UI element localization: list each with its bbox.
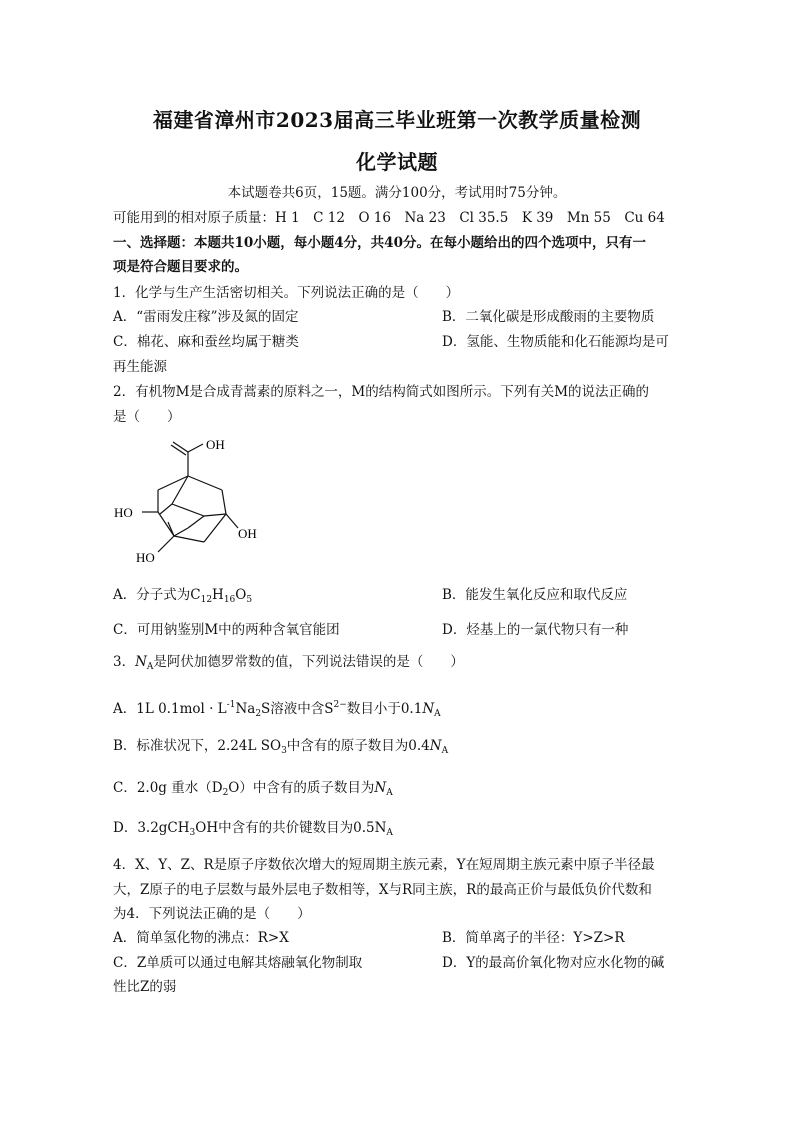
q3-a-part2: Na (235, 701, 256, 717)
q2-stem-line1: 2．有机物M是合成青蒿素的原料之一，M的结构简式如图所示。下列有关M的说法正确的 (113, 384, 650, 400)
q4-option-c: C．Z单质可以通过电解其熔融氧化物制取 (113, 955, 363, 971)
q3-b-part1: B．标准状况下，2.24L SO (113, 738, 282, 754)
mol-label-oh-right: OH (238, 526, 257, 541)
q3-a-sup2: 2− (333, 700, 347, 710)
q3-a-sub2: 2 (255, 709, 262, 719)
q2-a-sub-h: 16 (223, 595, 236, 605)
exam-info: 本试题卷共6页，15题。满分100分，考试用时75分钟。 (227, 185, 567, 201)
q3-stem-text: 是阿伏加德罗常数的值，下列说法错误的是（ ） (153, 654, 464, 670)
q1-stem: 1．化学与生产生活密切相关。下列说法正确的是（ ） (113, 285, 460, 301)
q3-c-part1: C．2.0g 重水（D (113, 780, 223, 796)
q1-option-b: B．二氧化碳是形成酸雨的主要物质 (442, 309, 655, 325)
q1-option-d: D．氢能、生物质能和化石能源均是可 (442, 334, 669, 350)
q3-na: N (135, 654, 147, 670)
exam-subtitle: 化学试题 (356, 150, 438, 174)
q3-c-part2: O）中含有的质子数目为 (228, 780, 375, 796)
q3-a-nsub: A (434, 709, 441, 719)
q3-a-n: N (422, 701, 435, 717)
q4-stem-line3: 为4．下列说法正确的是（ ） (113, 906, 311, 922)
q4-option-b: B．简单离子的半径：Y>Z>R (442, 930, 625, 946)
q3-option-c (113, 779, 683, 802)
q1-option-c: C．棉花、麻和蚕丝均属于糖类 (113, 334, 299, 350)
q3-d-part2: OH中含有的共价键数目为0.5N (195, 820, 387, 836)
q2-a-sub-o: 5 (246, 595, 253, 605)
q3-option-a (113, 696, 683, 723)
q3-c-sub: 2 (222, 788, 229, 798)
mol-label-ho-left: HO (114, 505, 133, 520)
q2-stem-line2: 是（ ） (113, 409, 181, 425)
q3-d-sub: 3 (189, 828, 196, 838)
q2-a-o: O (235, 587, 247, 603)
q3-option-b (113, 737, 683, 760)
q2-option-c: C．可用钠鉴别M中的两种含氧官能团 (113, 622, 340, 638)
q2-a-text: A．分子式为C (113, 587, 201, 603)
q3-a-part3: S溶液中含S (261, 701, 334, 717)
q3-c-n: N (374, 780, 387, 796)
q1-option-d-cont: 再生能源 (113, 359, 167, 375)
q2-option-b: B．能发生氧化反应和取代反应 (442, 587, 628, 603)
exam-title: 福建省漳州市2023届高三毕业班第一次教学质量检测 (152, 108, 642, 132)
q3-num: 3． (113, 654, 136, 670)
atomic-masses: 可能用到的相对原子质量：H 1 C 12 O 16 Na 23 Cl 35.5 K 39 Mn 55 Cu 64 (113, 210, 665, 226)
section-heading-line1: 一、选择题：本题共10小题，每小题4分，共40分。在每小题给出的四个选项中，只有一 (113, 235, 646, 251)
q2-a-h: H (212, 587, 224, 603)
q3-b-part2: 中含有的原子数目为0.4 (286, 738, 430, 754)
q3-na-sub: A (146, 662, 154, 672)
q3-d-nsub: A (386, 828, 393, 838)
q3-b-nsub: A (441, 746, 449, 756)
q4-option-d: D．Y的最高价氧化物对应水化物的碱 (442, 955, 665, 971)
mol-label-cooh-oh: OH (206, 437, 225, 452)
q4-option-d-cont: 性比Z的弱 (113, 979, 177, 995)
q3-b-sub: 3 (281, 746, 287, 756)
q4-stem-line1: 4．X、Y、Z、R是原子序数依次增大的短周期主族元素，Y在短周期主族元素中原子半径最 (113, 857, 655, 873)
mol-label-ho-bottom: HO (136, 550, 155, 565)
q3-option-d (113, 819, 683, 842)
q4-option-a: A．简单氢化物的沸点：R>X (113, 930, 289, 946)
q3-stem (113, 653, 683, 676)
q2-option-d: D．烃基上的一氯代物只有一种 (442, 622, 629, 638)
molecule-structure (108, 432, 278, 572)
q2-a-sub-c: 12 (200, 595, 213, 605)
q3-b-n: N (429, 738, 442, 754)
q3-a-part4: 数目小于0.1 (346, 701, 423, 717)
q3-c-nsub: A (386, 788, 393, 798)
q1-option-a: A．“雷雨发庄稼”涉及氮的固定 (113, 309, 299, 325)
q3-a-part1: A．1L 0.1mol · L (113, 701, 227, 717)
q3-a-sup1: -1 (226, 700, 236, 710)
q3-d-part1: D．3.2gCH (113, 820, 190, 836)
section-heading-line2: 项是符合题目要求的。 (113, 259, 248, 275)
q4-stem-line2: 大，Z原子的电子层数与最外层电子数相等，X与R同主族，R的最高正价与最低负价代数和 (113, 882, 652, 898)
